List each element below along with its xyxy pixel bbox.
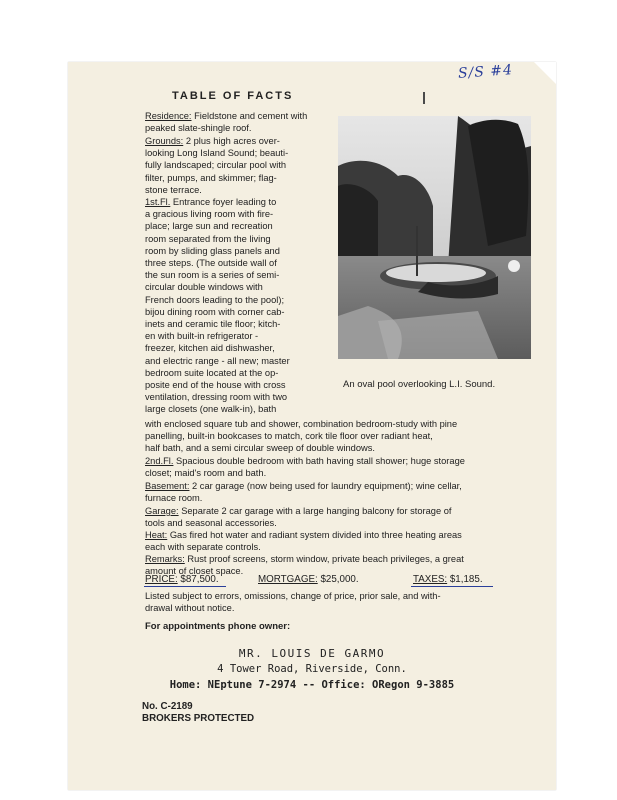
grounds-line: fully landscaped; circular pool with [145,160,287,171]
second-floor-line: Spacious double bedroom with bath having stall shower; huge storage [176,456,465,466]
basement-line: furnace room. [145,493,203,504]
first-floor-line: three steps. (The outside wall of [145,258,277,269]
residence-text: Fieldstone and cement with peaked slate-shingle roof. [145,111,308,134]
first-floor-line: French doors leading to the pool); [145,294,285,305]
brokers-protected: BROKERS PROTECTED [142,713,255,724]
first-floor-line: posite end of the house with cross [145,380,286,391]
first-floor-line: panelling, built-in bookcases to match, cork tile floor over radiant heat, [145,431,433,442]
grounds-label: Grounds: [145,136,184,146]
grounds-line: 2 plus high acres over- [185,136,280,146]
first-floor-line: Entrance foyer leading to [172,197,277,207]
owner-address: 4 Tower Road, Riverside, Conn. [217,663,407,675]
first-floor-line: room by sliding glass panels and [145,245,280,256]
taxes-label: TAXES: [413,574,448,585]
first-floor-line: inets and ceramic tile floor; kitch- [145,319,281,330]
first-floor-line: place; large sun and recreation [145,221,273,232]
first-floor-section [145,196,337,416]
basement-section [145,480,545,504]
garage-line: tools and seasonal accessories. [145,518,277,529]
heat-label: Heat: [145,530,168,540]
grounds-line: looking Long Island Sound; beauti- [145,148,289,159]
price-label: PRICE: [145,574,178,585]
tick-mark [423,92,425,104]
first-floor-line: half bath, and a semi circular sweep of double windows. [145,443,375,454]
heat-line: Gas fired hot water and radiant system divided into three heating areas [169,530,462,540]
first-floor-line: room separated from the living [145,233,271,244]
taxes-field [413,574,483,585]
pen-underline-taxes [411,586,493,587]
remarks-line: amount of closet space. [145,566,244,577]
basement-label: Basement: [145,481,190,491]
heat-line: each with separate controls. [145,542,261,553]
first-floor-line: en with built-in refrigerator - [145,331,259,342]
garage-section [145,505,545,529]
pen-underline-price [144,586,226,587]
basement-line: 2 car garage (now being used for laundry equipment); wine cellar, [192,481,462,491]
first-floor-line: the sun room is a series of semi- [145,270,280,281]
garage-line: Separate 2 car garage with a large hanging balcony for storage of [181,506,452,516]
first-floor-line: and electric range - all new; master [145,355,290,366]
listing-sheet [68,62,556,790]
second-floor-section [145,455,545,479]
first-floor-line: a gracious living room with fire- [145,209,274,220]
taxes-value: $1,185. [449,574,483,585]
first-floor-line: large closets (one walk-in), bath [145,404,277,415]
grounds-line: filter, pumps, and skimmer; flag- [145,172,277,183]
first-floor-line: circular double windows with [145,282,263,293]
first-floor-line: freezer, kitchen aid dishwasher, [145,343,275,354]
listing-number: No. C-2189 [142,701,193,712]
grounds-section [145,135,335,196]
folded-corner [534,62,556,84]
owner-name: MR. LOUIS DE GARMO [238,647,386,660]
disclaimer-line: drawal without notice. [145,603,235,614]
heat-section [145,529,545,553]
photo-caption: An oval pool overlooking L.I. Sound. [343,379,496,390]
first-floor-line: ventilation, dressing room with two [145,392,288,403]
disclaimer [145,590,545,614]
mortgage-label: MORTGAGE: [258,574,318,585]
mortgage-value: $25,000. [320,574,359,585]
pool-photo-image [338,116,531,359]
handwritten-note: S/S #4 [457,62,514,82]
residence-label: Residence: [145,111,192,121]
remarks-label: Remarks: [145,554,185,564]
first-floor-line: bijou dining room with corner cab- [145,306,285,317]
second-floor-label: 2nd.Fl. [145,456,174,466]
appointments-heading: For appointments phone owner: [145,621,291,632]
first-floor-label: 1st.Fl. [145,197,171,207]
price-value: $87,500. [180,574,219,585]
mortgage-field [258,574,359,585]
first-floor-continuation [145,418,545,455]
first-floor-line: with enclosed square tub and shower, combination bedroom-study with pine [145,419,458,429]
price-field [145,574,219,585]
pool-photo [338,116,531,359]
disclaimer-line: Listed subject to errors, omissions, change of price, prior sale, and with- [145,591,441,601]
first-floor-line: bedroom suite located at the op- [145,367,279,378]
owner-phones: Home: NEptune 7-2974 -- Office: ORegon 9-3885 [169,679,455,691]
residence-section [145,110,335,134]
remarks-line: Rust proof screens, storm window, private beach privileges, a great [187,554,464,564]
second-floor-line: closet; maid's room and bath. [145,468,267,479]
garage-label: Garage: [145,506,179,516]
page-title: TABLE OF FACTS [172,90,294,102]
grounds-line: stone terrace. [145,184,202,195]
